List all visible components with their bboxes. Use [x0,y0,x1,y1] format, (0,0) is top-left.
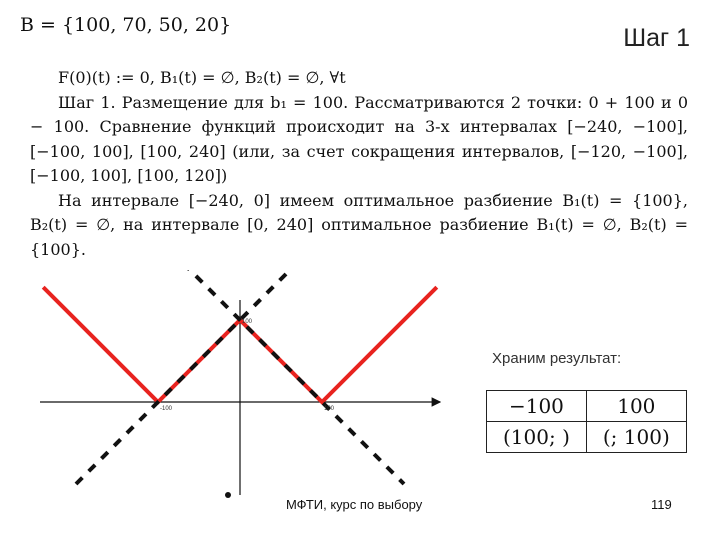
init-line: F(0)(t) := 0, B₁(t) = ∅, B₂(t) = ∅, ∀t [58,68,346,87]
tick-label: 100 [242,319,253,325]
body-text [30,66,688,262]
result-table [486,390,687,453]
set-definition: B = {100, 70, 50, 20} [20,14,232,36]
tick-layer [160,319,335,412]
step-title: Шаг 1 [623,24,690,52]
table-cell: (100; ) [487,422,587,453]
table-row [487,422,687,453]
result-label: Храним результат: [492,350,622,367]
tick-label: -100 [160,406,173,412]
series-line-2 [43,270,404,484]
paragraph-1: Шаг 1. Размещение для b₁ = 100. Рассматриваются 2 точки: 0 + 100 и 0 − 100. Сравнение функций происходит на 3-х интервалах [−240, −100], [−100, 100], [100, 240] (или, за счет сокращения интервалов, [−120, −100], [−100, 100], [100, 120]) [30,92,688,185]
table-cell: 100 [586,391,686,422]
paragraph-2: На интервале [−240, 0] имеем оптимальное разбиение B₁(t) = {100}, B₂(t) = ∅, на интервале [0, 240] оптимальное разбиение B₁(t) = ∅, B₂(t) = {100}. [30,190,688,259]
tick-label: 100 [324,406,335,412]
footer-course: МФТИ, курс по выбору [286,497,423,512]
axis-end-dot [225,492,231,498]
page-number: 119 [651,497,672,512]
table-row [487,391,687,422]
series-line-1 [76,270,437,484]
table-cell: −100 [487,391,587,422]
table-cell: (; 100) [586,422,686,453]
function-chart [0,270,460,510]
